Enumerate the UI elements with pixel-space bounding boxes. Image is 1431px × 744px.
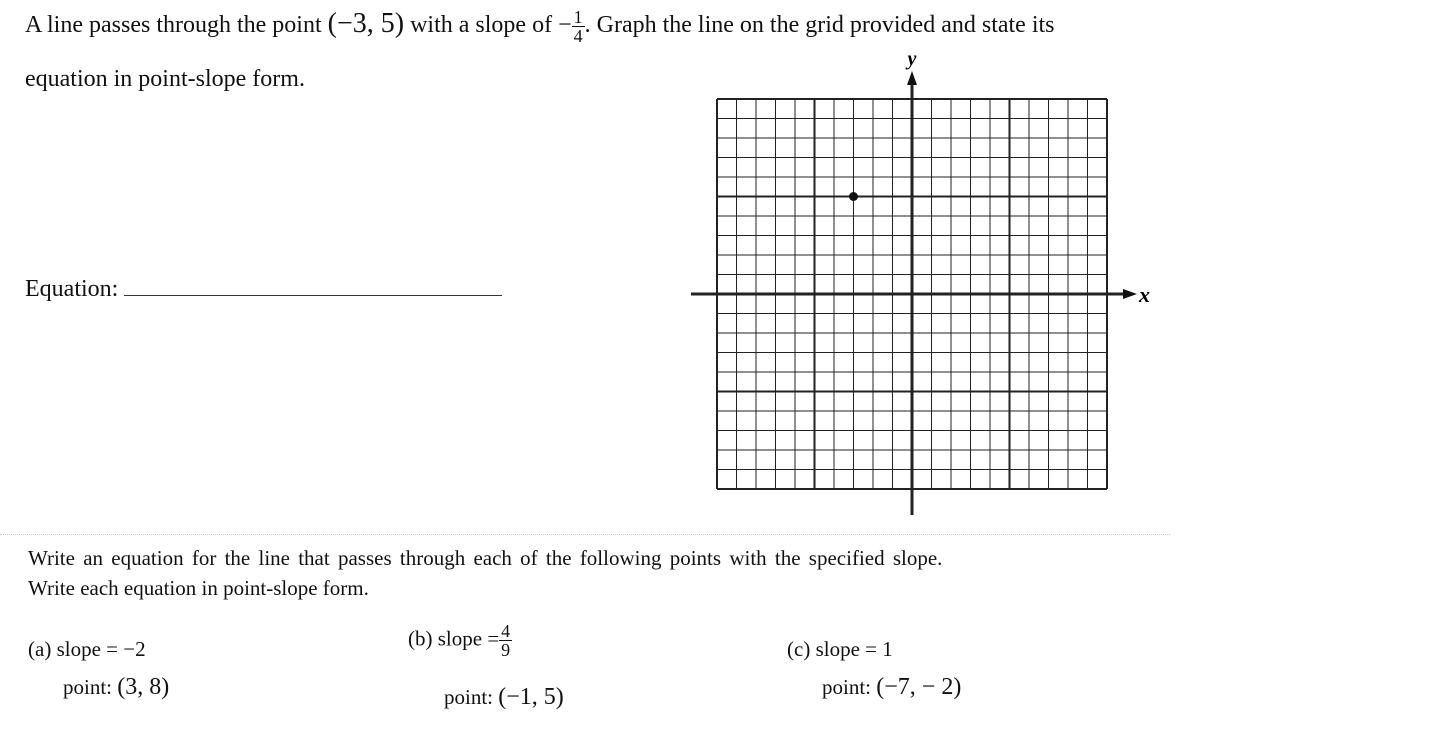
slope-fraction xyxy=(572,8,585,45)
slope-denominator: 4 xyxy=(573,26,583,46)
part-c-point-row xyxy=(822,674,961,701)
question1-line2: equation in point-slope form. xyxy=(25,66,305,92)
part-b-slope-text: slope = xyxy=(437,626,500,651)
part-b-label: (b) xyxy=(408,626,433,651)
part-a-point: (3, 8) xyxy=(117,674,170,700)
part-b-point-row xyxy=(444,684,564,711)
question1-text-start: A line passes through the point xyxy=(25,12,322,39)
part-b-slope-numerator: 4 xyxy=(501,621,511,641)
part-b-point: (−1, 5) xyxy=(498,684,564,710)
y-axis-label: y xyxy=(907,48,917,70)
question1-point: (−3, 5) xyxy=(327,8,405,40)
part-a-point-label: point: xyxy=(63,675,113,699)
part-a-point-row xyxy=(63,674,169,701)
part-c-slope xyxy=(787,637,893,662)
part-c-point-label: point: xyxy=(822,675,872,699)
slope-sign: − xyxy=(558,12,572,39)
part-a-slope-text: slope = −2 xyxy=(56,637,146,661)
section-divider xyxy=(0,534,1170,535)
x-axis-arrow xyxy=(1123,289,1137,299)
equation-row xyxy=(25,273,502,303)
part-a-label: (a) xyxy=(28,637,52,661)
question1-text-end: . Graph the line on the grid provided and state its xyxy=(584,12,1055,39)
question2-line1: Write an equation for the line that passes through each of the following points with the specified slope. xyxy=(28,546,943,570)
coordinate-grid[interactable] xyxy=(688,48,1158,518)
part-c-slope-text: slope = 1 xyxy=(815,637,893,661)
question2-line2: Write each equation in point-slope form. xyxy=(28,576,369,600)
part-b-slope-denominator: 9 xyxy=(501,640,511,660)
plotted-point xyxy=(849,192,858,201)
question1-line1 xyxy=(25,8,1055,45)
part-b-slope-fraction xyxy=(499,622,512,659)
part-b-point-label: point: xyxy=(444,685,494,709)
part-a-slope xyxy=(28,637,146,662)
equation-label: Equation: xyxy=(25,276,119,302)
part-c-label: (c) xyxy=(787,637,811,661)
y-axis-arrow xyxy=(907,71,917,85)
slope-numerator: 1 xyxy=(573,7,583,27)
part-b-slope xyxy=(408,622,512,659)
equation-answer-blank[interactable] xyxy=(124,273,502,296)
x-axis-label: x xyxy=(1139,282,1150,307)
question1-text-mid: with a slope of xyxy=(410,12,553,39)
part-c-point: (−7, − 2) xyxy=(876,674,962,700)
